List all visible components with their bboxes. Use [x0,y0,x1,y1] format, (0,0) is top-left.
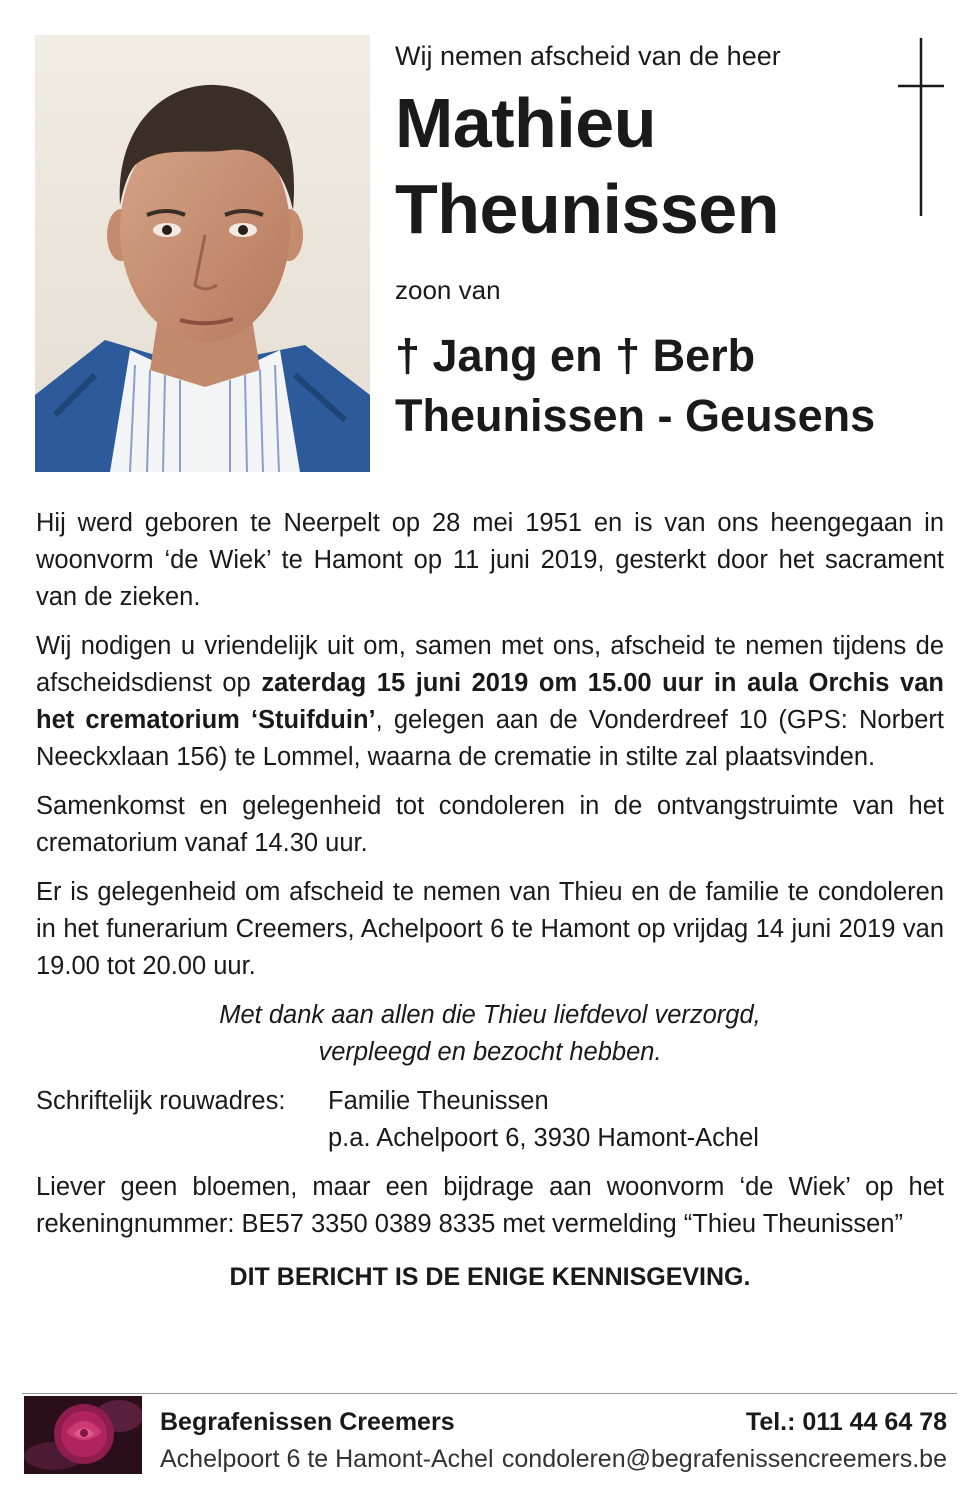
birth-death-paragraph: Hij werd geboren te Neerpelt op 28 mei 1951 en is van ons heengegaan in woonvorm ‘de Wiek’ te Hamont op 11 juni 2019, gesterkt door het sacrament van de zieken. [36,509,944,611]
gathering-paragraph: Samenkomst en gelegenheid tot condoleren in de ontvangstruimte van het crematorium vanaf 14.30 uur. [36,792,944,857]
mourning-address-label: Schriftelijk rouwadres: [36,1087,286,1115]
notice-text: DIT BERICHT IS DE ENIGE KENNISGEVING. [229,1263,751,1291]
funeral-home-phone: Tel.: 011 44 64 78 [745,1408,947,1436]
funeral-home-address: Achelpoort 6 te Hamont-Achel [160,1445,494,1473]
intro-text: Wij nemen afscheid van de heer [395,41,781,71]
ceremony-datetime-location: zaterdag 15 juni 2019 om 15.00 uur in aula Orchis van het crematorium ‘Stuifduin’ [36,669,944,734]
footer-divider [22,1393,957,1394]
thanks-line-1: Met dank aan allen die Thieu liefdevol verzorgd, [219,1001,761,1029]
parents-names [395,326,895,446]
ceremony-text-end: , gelegen aan de Vonderdreef 10 (GPS: Norbert Neeckxlaan 156) te Lommel, waarna de crematie in stilte zal plaatsvinden. [36,706,944,771]
ceremony-text-start: Wij nodigen u vriendelijk uit om, samen met ons, afscheid te nemen tijdens de afscheidsdienst op [36,632,944,697]
address-line-1: Familie Theunissen [328,1087,549,1115]
parents-line-2: Theunissen - Geusens [395,390,876,441]
portrait-photo [35,35,370,472]
last-name: Theunissen [395,170,779,248]
mourning-address-value [328,1083,759,1157]
portrait-illustration [35,35,370,472]
parents-line-1: † Jang en † Berb [395,330,756,381]
address-line-2: p.a. Achelpoort 6, 3930 Hamont-Achel [328,1124,759,1152]
funeral-home-contact [502,1404,947,1478]
header [395,36,895,446]
viewing-paragraph: Er is gelegenheid om afscheid te nemen van Thieu en de familie te condoleren in het funerarium Creemers, Achelpoort 6 te Hamont op vrijdag 14 juni 2019 van 19.00 tot 20.00 uur. [36,878,944,980]
ceremony-paragraph [36,628,944,776]
rose-icon [24,1396,142,1474]
funeral-home-info [160,1404,494,1478]
deceased-name [395,80,895,252]
thanks-text [36,997,944,1071]
rose-image [24,1396,142,1474]
funeral-home-name: Begrafenissen Creemers [160,1408,455,1436]
first-name: Mathieu [395,84,656,162]
announcement-body [36,505,944,1308]
cross-icon [898,38,944,216]
son-of-label: zoon van [395,275,501,305]
mourning-address [36,1083,944,1157]
funeral-home-email[interactable]: condoleren@begrafenissencreemers.be [501,1445,947,1473]
thanks-line-2: verpleegd en bezocht hebben. [318,1038,662,1066]
donation-paragraph: Liever geen bloemen, maar een bijdrage aan woonvorm ‘de Wiek’ op het rekeningnummer: BE57 3350 0389 8335 met vermelding “Thieu Theunissen” [36,1173,944,1238]
